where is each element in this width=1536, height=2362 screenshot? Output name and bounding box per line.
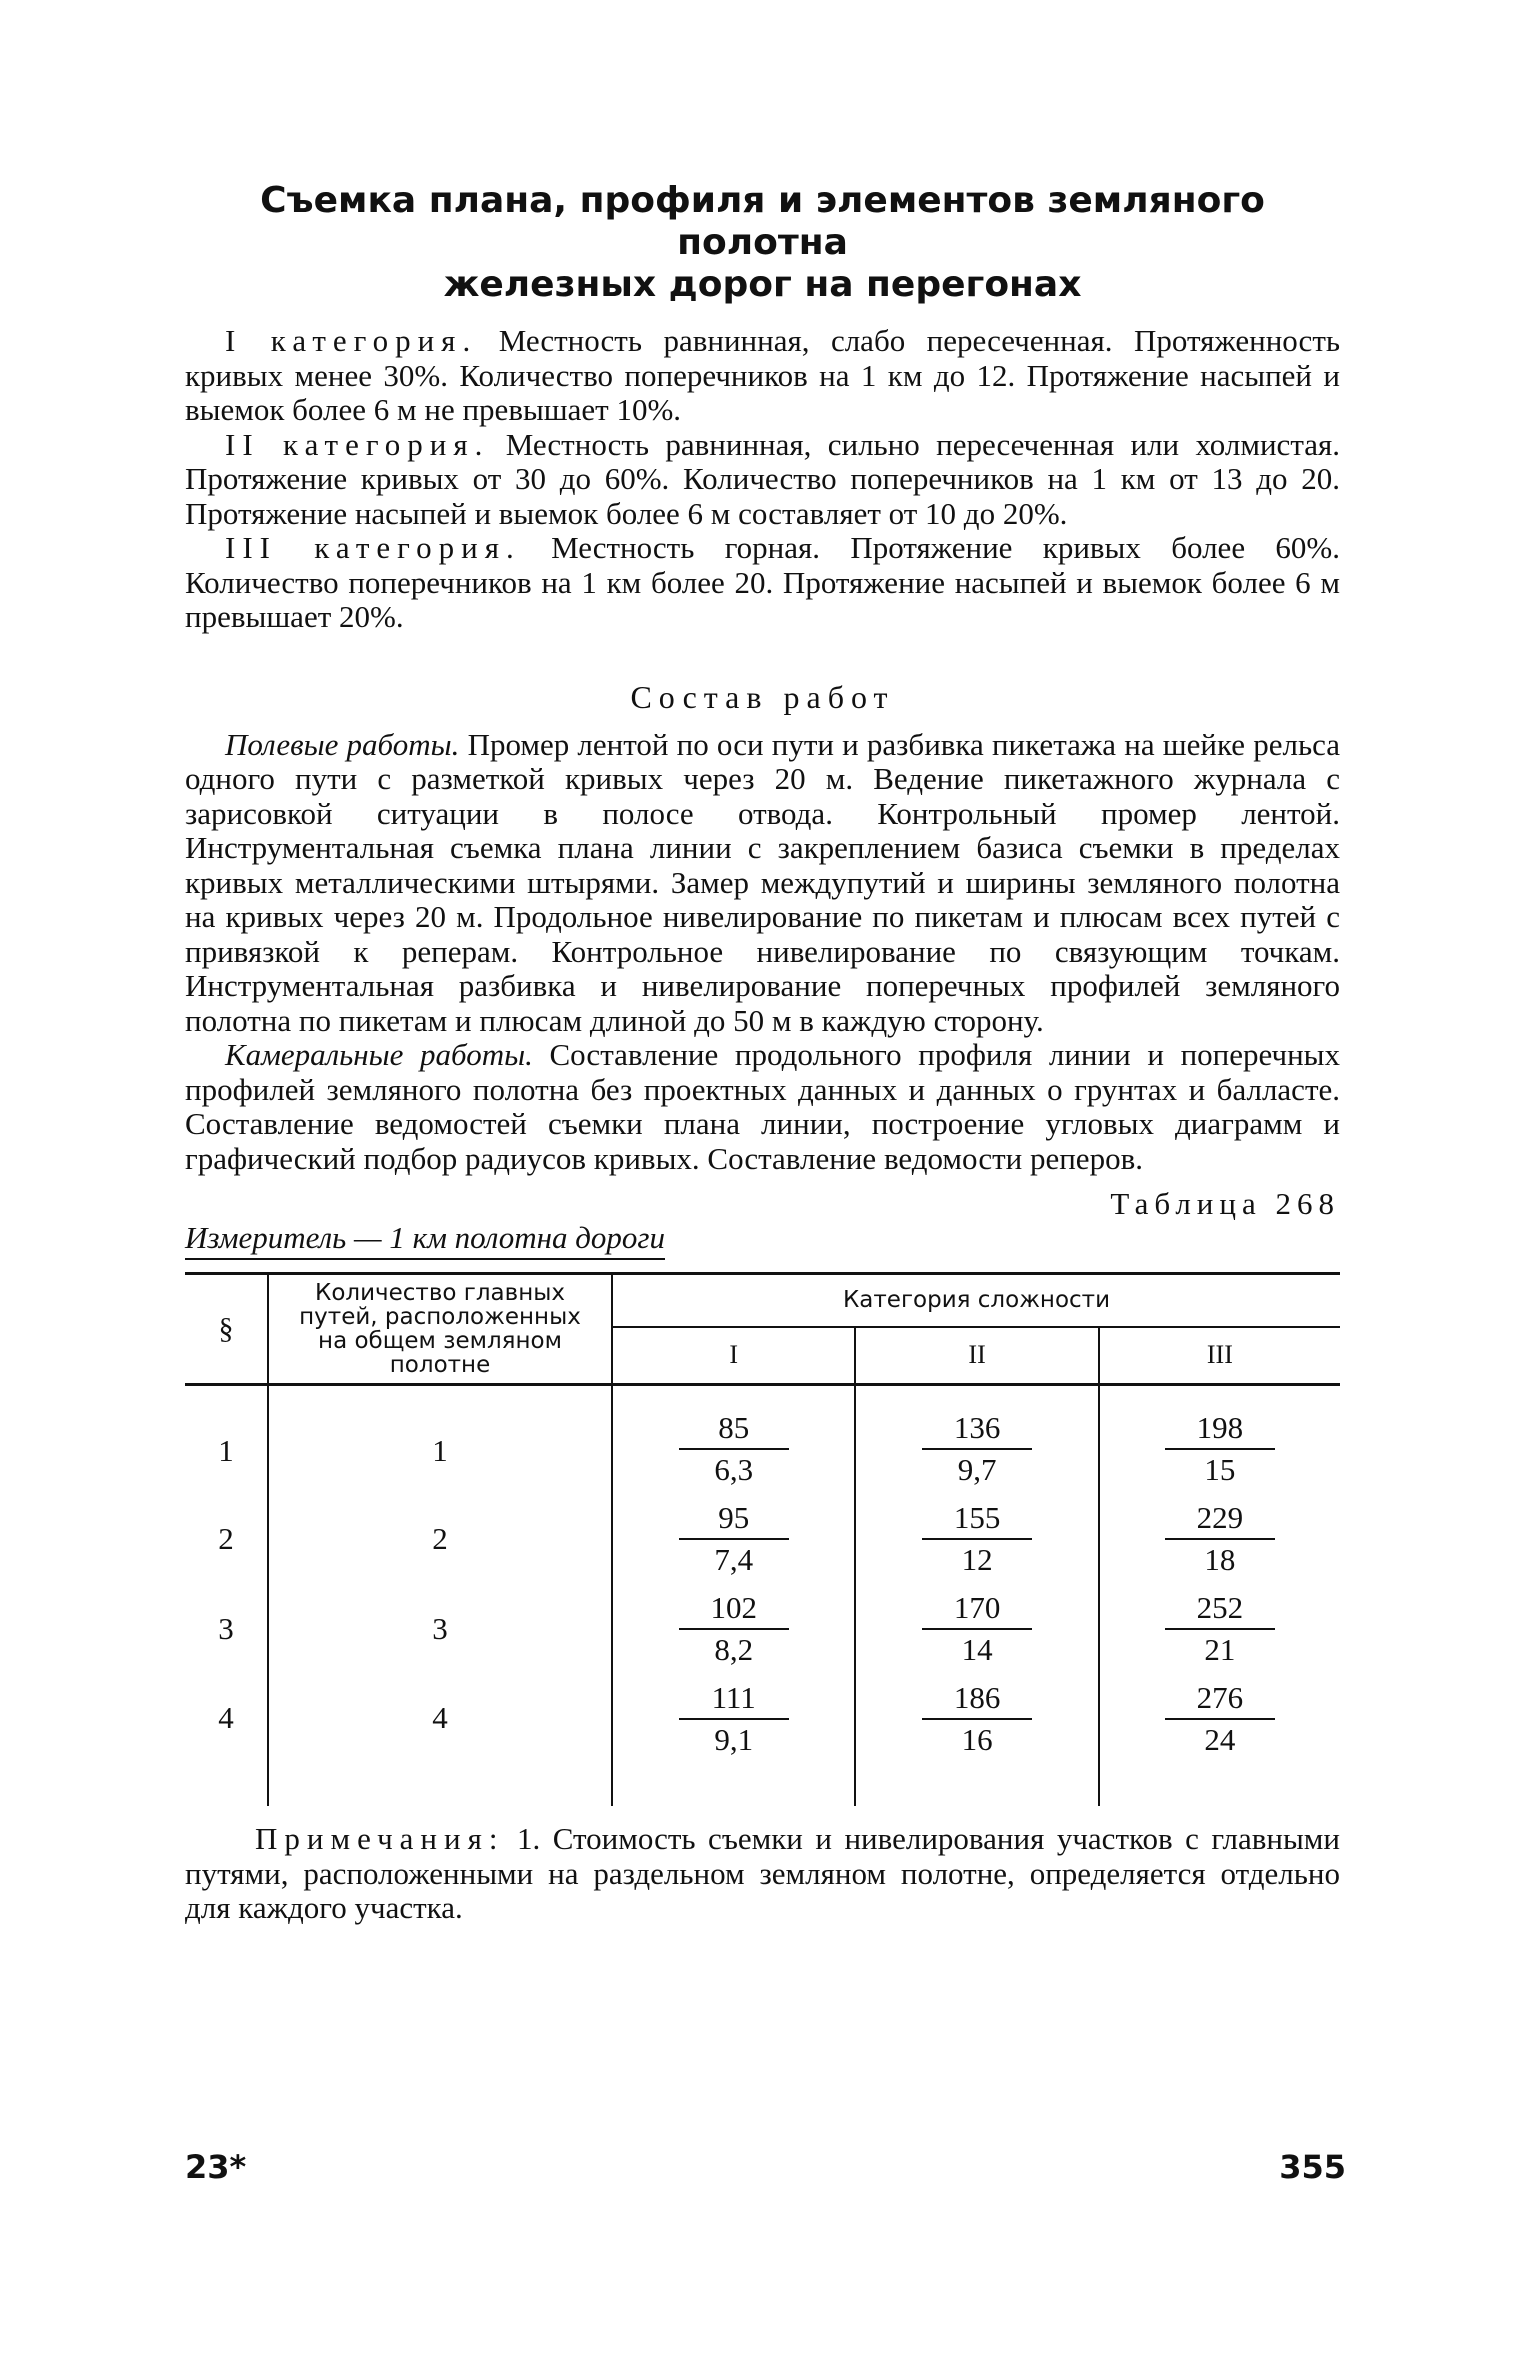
cost-cell	[855, 1494, 1098, 1584]
cost-fraction	[679, 1498, 789, 1580]
cost-cell	[1099, 1494, 1340, 1584]
signature-mark: 23*	[185, 2148, 247, 2186]
cost-denominator: 9,7	[957, 1452, 997, 1487]
cost-cell	[855, 1674, 1098, 1806]
cost-numerator: 155	[922, 1498, 1032, 1540]
cost-denominator: 7,4	[714, 1542, 754, 1577]
cost-numerator: 111	[679, 1678, 789, 1720]
cost-fraction	[922, 1408, 1032, 1490]
cost-cell	[855, 1385, 1098, 1495]
table-row	[185, 1494, 1340, 1584]
title-line-2: железных дорог на перегонах	[443, 264, 1082, 305]
cost-cell	[1099, 1385, 1340, 1495]
cost-denominator: 16	[961, 1722, 993, 1757]
table-number: Таблица 268	[1110, 1186, 1340, 1221]
cat-header-3: III	[1099, 1327, 1340, 1385]
row-tracks-count: 3	[268, 1584, 612, 1674]
table-row	[185, 1584, 1340, 1674]
cost-numerator: 229	[1165, 1498, 1275, 1540]
cost-denominator: 15	[1204, 1452, 1236, 1487]
cost-denominator: 24	[1204, 1722, 1236, 1757]
row-section-number: 2	[218, 1521, 234, 1556]
category-2-paragraph	[185, 428, 1340, 532]
col-section-header: §	[185, 1274, 268, 1385]
page-footer	[185, 2148, 1346, 2186]
cost-numerator: 136	[922, 1408, 1032, 1450]
page-number: 355	[1279, 2148, 1346, 2186]
cost-numerator: 186	[922, 1678, 1032, 1720]
cost-denominator: 18	[1204, 1542, 1236, 1577]
cost-denominator: 9,1	[714, 1722, 754, 1757]
row-section-number: 4	[218, 1699, 234, 1735]
cost-table	[185, 1272, 1340, 1806]
notes-text: 1. Стоимость съемки и нивелирования участков с главными путями, расположенными на раздельном земляном полотне, определяется отдельно для каждого участка.	[185, 1821, 1340, 1925]
cost-denominator: 6,3	[714, 1452, 754, 1487]
cost-numerator: 252	[1165, 1588, 1275, 1630]
office-work-text: Составление продольного профиля линии и поперечных профилей земляного полотна без проектных данных и данных о грунтах и балласте. Составление ведомостей съемки плана линии, построение угловых диаграмм и графический подбор радиусов кривых. Составление ведомости реперов.	[185, 1037, 1341, 1176]
row-tracks-count: 1	[268, 1385, 612, 1495]
cost-cell	[612, 1674, 855, 1806]
notes-paragraph	[185, 1822, 1340, 1926]
cost-fraction	[1165, 1588, 1275, 1670]
cost-fraction	[1165, 1498, 1275, 1580]
cost-fraction	[922, 1588, 1032, 1670]
col-category-header: Категория сложности	[612, 1274, 1340, 1327]
cost-numerator: 102	[679, 1588, 789, 1630]
cost-denominator: 14	[961, 1632, 993, 1667]
cost-fraction	[1165, 1408, 1275, 1490]
row-section-number: 1	[218, 1432, 234, 1468]
page	[185, 180, 1340, 1926]
category-1-paragraph	[185, 324, 1340, 428]
cost-fraction	[679, 1408, 789, 1490]
cost-numerator: 85	[679, 1408, 789, 1450]
cost-fraction	[922, 1498, 1032, 1580]
cost-denominator: 12	[961, 1542, 993, 1577]
cost-fraction	[1165, 1678, 1275, 1760]
category-3-paragraph	[185, 531, 1340, 635]
cost-numerator: 276	[1165, 1678, 1275, 1720]
field-work-paragraph	[185, 728, 1340, 1039]
cost-denominator: 21	[1204, 1632, 1236, 1667]
notes-label: Примечания:	[255, 1821, 505, 1856]
row-tracks-count: 4	[268, 1674, 612, 1806]
cost-cell	[1099, 1584, 1340, 1674]
category-1-text: Местность равнинная, слабо пересеченная. Протяженность кривых менее 30%. Количество поперечников на 1 км до 12. Протяжение насыпей и выемок более 6 м не превышает 10%.	[185, 323, 1341, 427]
cost-fraction	[679, 1678, 789, 1760]
category-2-label: II категория.	[225, 426, 490, 462]
cost-cell	[612, 1494, 855, 1584]
cost-numerator: 170	[922, 1588, 1032, 1630]
col-tracks-header: Количество главных путей, расположенных на общем земляном полотне	[268, 1274, 612, 1385]
category-1-label: I категория.	[225, 323, 478, 358]
office-work-label: Камеральные работы.	[225, 1037, 533, 1072]
cost-cell	[1099, 1674, 1340, 1806]
cat-header-2: II	[855, 1327, 1098, 1385]
cost-numerator: 198	[1165, 1408, 1275, 1450]
category-2-text: Местность равнинная, сильно пересеченная или холмистая. Протяжение кривых от 30 до 60%. Количество поперечников на 1 км от 13 до 20. Протяжение насыпей и выемок более 6 м составляет от 10 до 20%.	[185, 426, 1341, 531]
table-row	[185, 1674, 1340, 1806]
cost-numerator: 95	[679, 1498, 789, 1540]
table-row	[185, 1385, 1340, 1495]
row-section-number: 3	[218, 1611, 234, 1646]
cat-header-1: I	[612, 1327, 855, 1385]
cost-fraction	[679, 1588, 789, 1670]
section-title: Состав работ	[630, 678, 895, 715]
measure-unit: Измеритель — 1 км полотна дороги	[185, 1220, 665, 1260]
category-3-text: Местность горная. Протяжение кривых более 60%. Количество поперечников на 1 км более 20. Протяжение насыпей и выемок более 6 м превышает 20%.	[185, 530, 1340, 634]
field-work-text: Промер лентой по оси пути и разбивка пикетажа на шейке рельса одного пути с разметкой кривых через 20 м. Ведение пикетажного журнала с зарисовкой ситуации в полосе отвода. Контрольный промер лентой. Инструментальная съемка плана линии с закреплением базиса съемки в пределах кривых металлическими штырями. Замер междупутий и ширины земляного полотна на кривых через 20 м. Продольное нивелирование по пикетам и плюсам всех путей с привязкой к реперам. Контрольное нивелирование по связующим точкам. Инструментальная разбивка и нивелирование поперечных профилей земляного полотна по пикетам и плюсам длиной до 50 м в каждую сторону.	[185, 726, 1340, 1038]
cost-cell	[855, 1584, 1098, 1674]
category-3-label: III категория.	[225, 530, 521, 565]
cost-cell	[612, 1584, 855, 1674]
cost-denominator: 8,2	[714, 1632, 754, 1667]
field-work-label: Полевые работы.	[225, 726, 460, 762]
row-tracks-count: 2	[268, 1494, 612, 1584]
office-work-paragraph	[185, 1038, 1340, 1176]
title-line-1: Съемка плана, профиля и элементов земляного полотна	[260, 180, 1265, 263]
page-title	[185, 180, 1340, 306]
cost-cell	[612, 1385, 855, 1495]
cost-fraction	[922, 1678, 1032, 1760]
